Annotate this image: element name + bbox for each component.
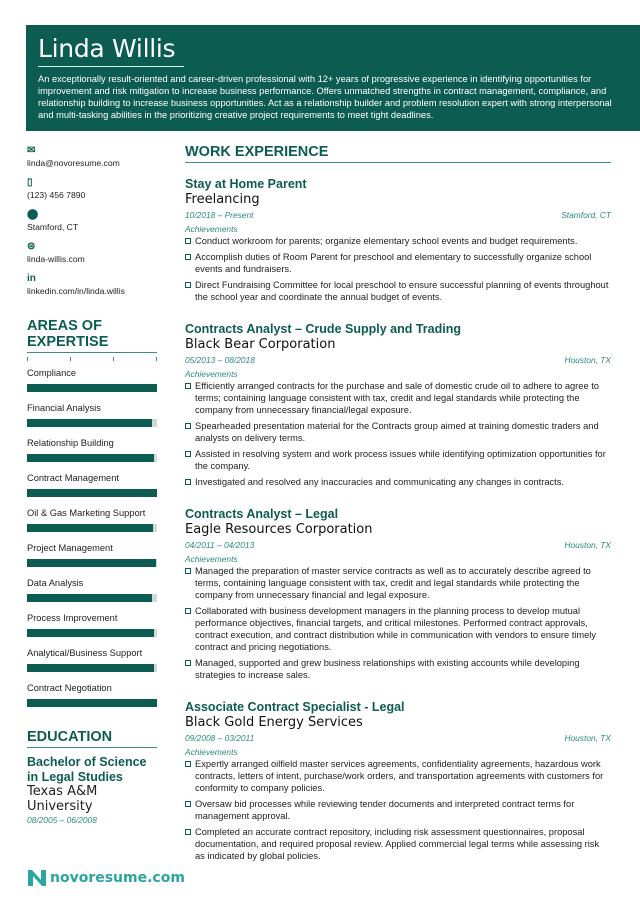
globe-icon: ⊜ <box>27 241 36 252</box>
left-column <box>27 144 157 827</box>
company: Eagle Resources Corporation <box>185 522 373 537</box>
job-location: Stamford, CT <box>561 210 611 220</box>
skill-bar-fill <box>27 664 154 672</box>
degree: Bachelor of Science in Legal Studies <box>27 755 147 784</box>
achievement-bullet: Spearheaded presentation material for the Contracts group aimed at training domestic traders and analysts on delivery terms. <box>185 420 611 444</box>
job-title: Associate Contract Specialist - Legal <box>185 700 405 714</box>
skill-label: Contract Management <box>27 473 119 483</box>
skill-item <box>27 400 157 435</box>
skill-bar <box>27 489 157 497</box>
achievement-bullet: Completed an accurate contract repository, including risk assessment questionnaires, proposal documentation, and required proposal review. Applied commercial legal terms while assessing risk as indicated by global policies. <box>185 826 611 862</box>
work-heading: WORK EXPERIENCE <box>185 144 611 163</box>
skill-bar <box>27 524 157 532</box>
job-title: Contracts Analyst – Legal <box>185 507 339 521</box>
skill-bar-fill <box>27 454 154 462</box>
scale-tick <box>70 357 71 361</box>
skill-label: Analytical/Business Support <box>27 648 143 658</box>
contact-item <box>27 272 157 304</box>
achievements-label: Achievements <box>185 224 238 234</box>
skill-label: Oil & Gas Marketing Support <box>27 508 146 518</box>
scale-tick <box>113 357 114 361</box>
linkedin-icon: in <box>27 273 36 284</box>
contact-item <box>27 208 157 240</box>
right-column <box>185 144 611 861</box>
school: Texas A&M University <box>27 784 98 814</box>
skill-label: Data Analysis <box>27 578 84 588</box>
skill-label: Project Management <box>27 543 113 553</box>
job-entry <box>185 322 611 492</box>
header <box>26 25 640 131</box>
skill-bar <box>27 594 157 602</box>
skill-bar-fill <box>27 629 154 637</box>
job-location: Houston, TX <box>564 733 611 743</box>
skill-item <box>27 680 157 715</box>
contact-text[interactable]: (123) 456 7890 <box>27 190 86 200</box>
job-title: Contracts Analyst – Crude Supply and Trading <box>185 322 461 336</box>
summary: An exceptionally result-oriented and career-driven professional with 12+ years of progressive experience in identifying opportunities for improvement and risk mitigation to increase business performance. Offers unmatched strengths in contract management, compliance, and relationship building to increase business opportunities. Act as a relationship builder and problem resolution expert with strong interpersonal and multi-tasking abilities in the prioritizing creative project requirements to meet tight deadlines. <box>38 74 612 120</box>
achievements-list <box>185 758 611 862</box>
contact-item <box>27 240 157 272</box>
phone-icon: ▯ <box>27 177 33 188</box>
skill-bar <box>27 699 157 707</box>
achievement-bullet: Oversaw bid processes while reviewing tender documents and interpreted contract terms for management approval. <box>185 798 611 822</box>
skill-list <box>27 365 157 715</box>
candidate-name: Linda Willis <box>38 34 176 63</box>
skill-label: Compliance <box>27 368 77 378</box>
skill-label: Relationship Building <box>27 438 114 448</box>
skill-bar-fill <box>27 419 152 427</box>
contact-item <box>27 144 157 176</box>
skill-item <box>27 575 157 610</box>
skill-bar-fill <box>27 699 157 707</box>
job-entry <box>185 700 611 866</box>
logo-n-icon <box>27 869 47 887</box>
location-pin-icon: ⬤ <box>27 209 39 220</box>
achievement-bullet: Managed, supported and grew business relationships with existing accounts while developing strategies to increase sales. <box>185 657 611 681</box>
skill-bar-fill <box>27 384 157 392</box>
achievement-bullet: Collaborated with business development managers in the planning process to develop mutual performance objectives, financial targets, and critical milestones. Performed contract approvals, contract execution, and contract distribution while in communication with vendors to ensure timely contract and pricing negotiations. <box>185 605 611 653</box>
achievements-list <box>185 380 611 488</box>
contact-list <box>27 144 157 304</box>
job-dates: 10/2018 – Present <box>185 210 254 220</box>
contact-item <box>27 176 157 208</box>
job-dates: 09/2008 – 03/2011 <box>185 733 255 743</box>
skill-bar-fill <box>27 594 152 602</box>
skill-label: Contract Negotiation <box>27 683 112 693</box>
novoresume-logo <box>27 869 185 887</box>
job-title: Stay at Home Parent <box>185 177 307 191</box>
skill-item <box>27 645 157 680</box>
achievement-bullet: Accomplish duties of Room Parent for preschool and elementary to successfully organize school events and fundraisers. <box>185 251 611 275</box>
job-dates: 05/2013 – 08/2018 <box>185 355 255 365</box>
divider <box>38 66 184 67</box>
skill-bar <box>27 629 157 637</box>
job-entry <box>185 177 611 307</box>
skill-bar-fill <box>27 559 156 567</box>
achievements-label: Achievements <box>185 369 238 379</box>
achievement-bullet: Efficiently arranged contracts for the purchase and sale of domestic crude oil to adhere to agree to terms; containing language consistent with tax, credit and legal standards while protecting the company from unnecessary financial/legal exposure. <box>185 380 611 416</box>
job-location: Houston, TX <box>564 540 611 550</box>
education-dates: 08/2005 – 06/2008 <box>27 815 97 825</box>
contact-text[interactable]: Stamford, CT <box>27 222 79 232</box>
contact-text[interactable]: linda@novoresume.com <box>27 158 120 168</box>
skill-bar <box>27 419 157 427</box>
skill-label: Process Improvement <box>27 613 118 623</box>
envelope-icon: ✉ <box>27 145 36 156</box>
achievements-list <box>185 565 611 681</box>
achievement-bullet: Managed the preparation of master service contracts as well as to accurately describe agreed to terms, containing language consistent with tax, credit and legal standards while protecting the company from unnecessary financial and legal exposure. <box>185 565 611 601</box>
company: Black Bear Corporation <box>185 337 336 352</box>
skill-bar <box>27 559 157 567</box>
achievement-bullet: Conduct workroom for parents; organize elementary school events and budget requirements. <box>185 235 611 247</box>
achievement-bullet: Investigated and resolved any inaccuracies and communicating any changes in contracts. <box>185 476 611 488</box>
skill-item <box>27 365 157 400</box>
skill-item <box>27 435 157 470</box>
skill-item <box>27 505 157 540</box>
skill-bar <box>27 384 157 392</box>
achievement-bullet: Expertly arranged oilfield master services agreements, confidentiality agreements, hazardous work contracts, letters of intent, purchase/work orders, and transportation agreements with customers for conformity to company policies. <box>185 758 611 794</box>
contact-text[interactable]: linda-willis.com <box>27 254 85 264</box>
achievements-label: Achievements <box>185 554 238 564</box>
contact-text[interactable]: linkedin.com/in/linda.willis <box>27 286 125 296</box>
company: Freelancing <box>185 192 260 207</box>
skill-label: Financial Analysis <box>27 403 101 413</box>
scale-tick <box>156 357 157 361</box>
job-entry <box>185 507 611 685</box>
logo-text: novoresume.com <box>50 870 185 886</box>
achievement-bullet: Assisted in resolving system and work process issues while identifying optimization opportunities for the company. <box>185 448 611 472</box>
skill-bar-fill <box>27 489 157 497</box>
skill-item <box>27 470 157 505</box>
skill-item <box>27 540 157 575</box>
job-dates: 04/2011 – 04/2013 <box>185 540 255 550</box>
skill-bar <box>27 454 157 462</box>
skill-item <box>27 610 157 645</box>
expertise-heading: AREAS OF EXPERTISE <box>27 318 157 353</box>
skill-scale <box>27 353 157 365</box>
education-heading: EDUCATION <box>27 729 157 748</box>
achievements-list <box>185 235 611 303</box>
skill-bar-fill <box>27 524 153 532</box>
company: Black Gold Energy Services <box>185 715 363 730</box>
skill-bar <box>27 664 157 672</box>
scale-tick <box>27 357 28 361</box>
achievement-bullet: Direct Fundraising Committee for local preschool to ensure successful planning of events throughout the school year and coordinate the annual budget of events. <box>185 279 611 303</box>
job-location: Houston, TX <box>564 355 611 365</box>
achievements-label: Achievements <box>185 747 238 757</box>
